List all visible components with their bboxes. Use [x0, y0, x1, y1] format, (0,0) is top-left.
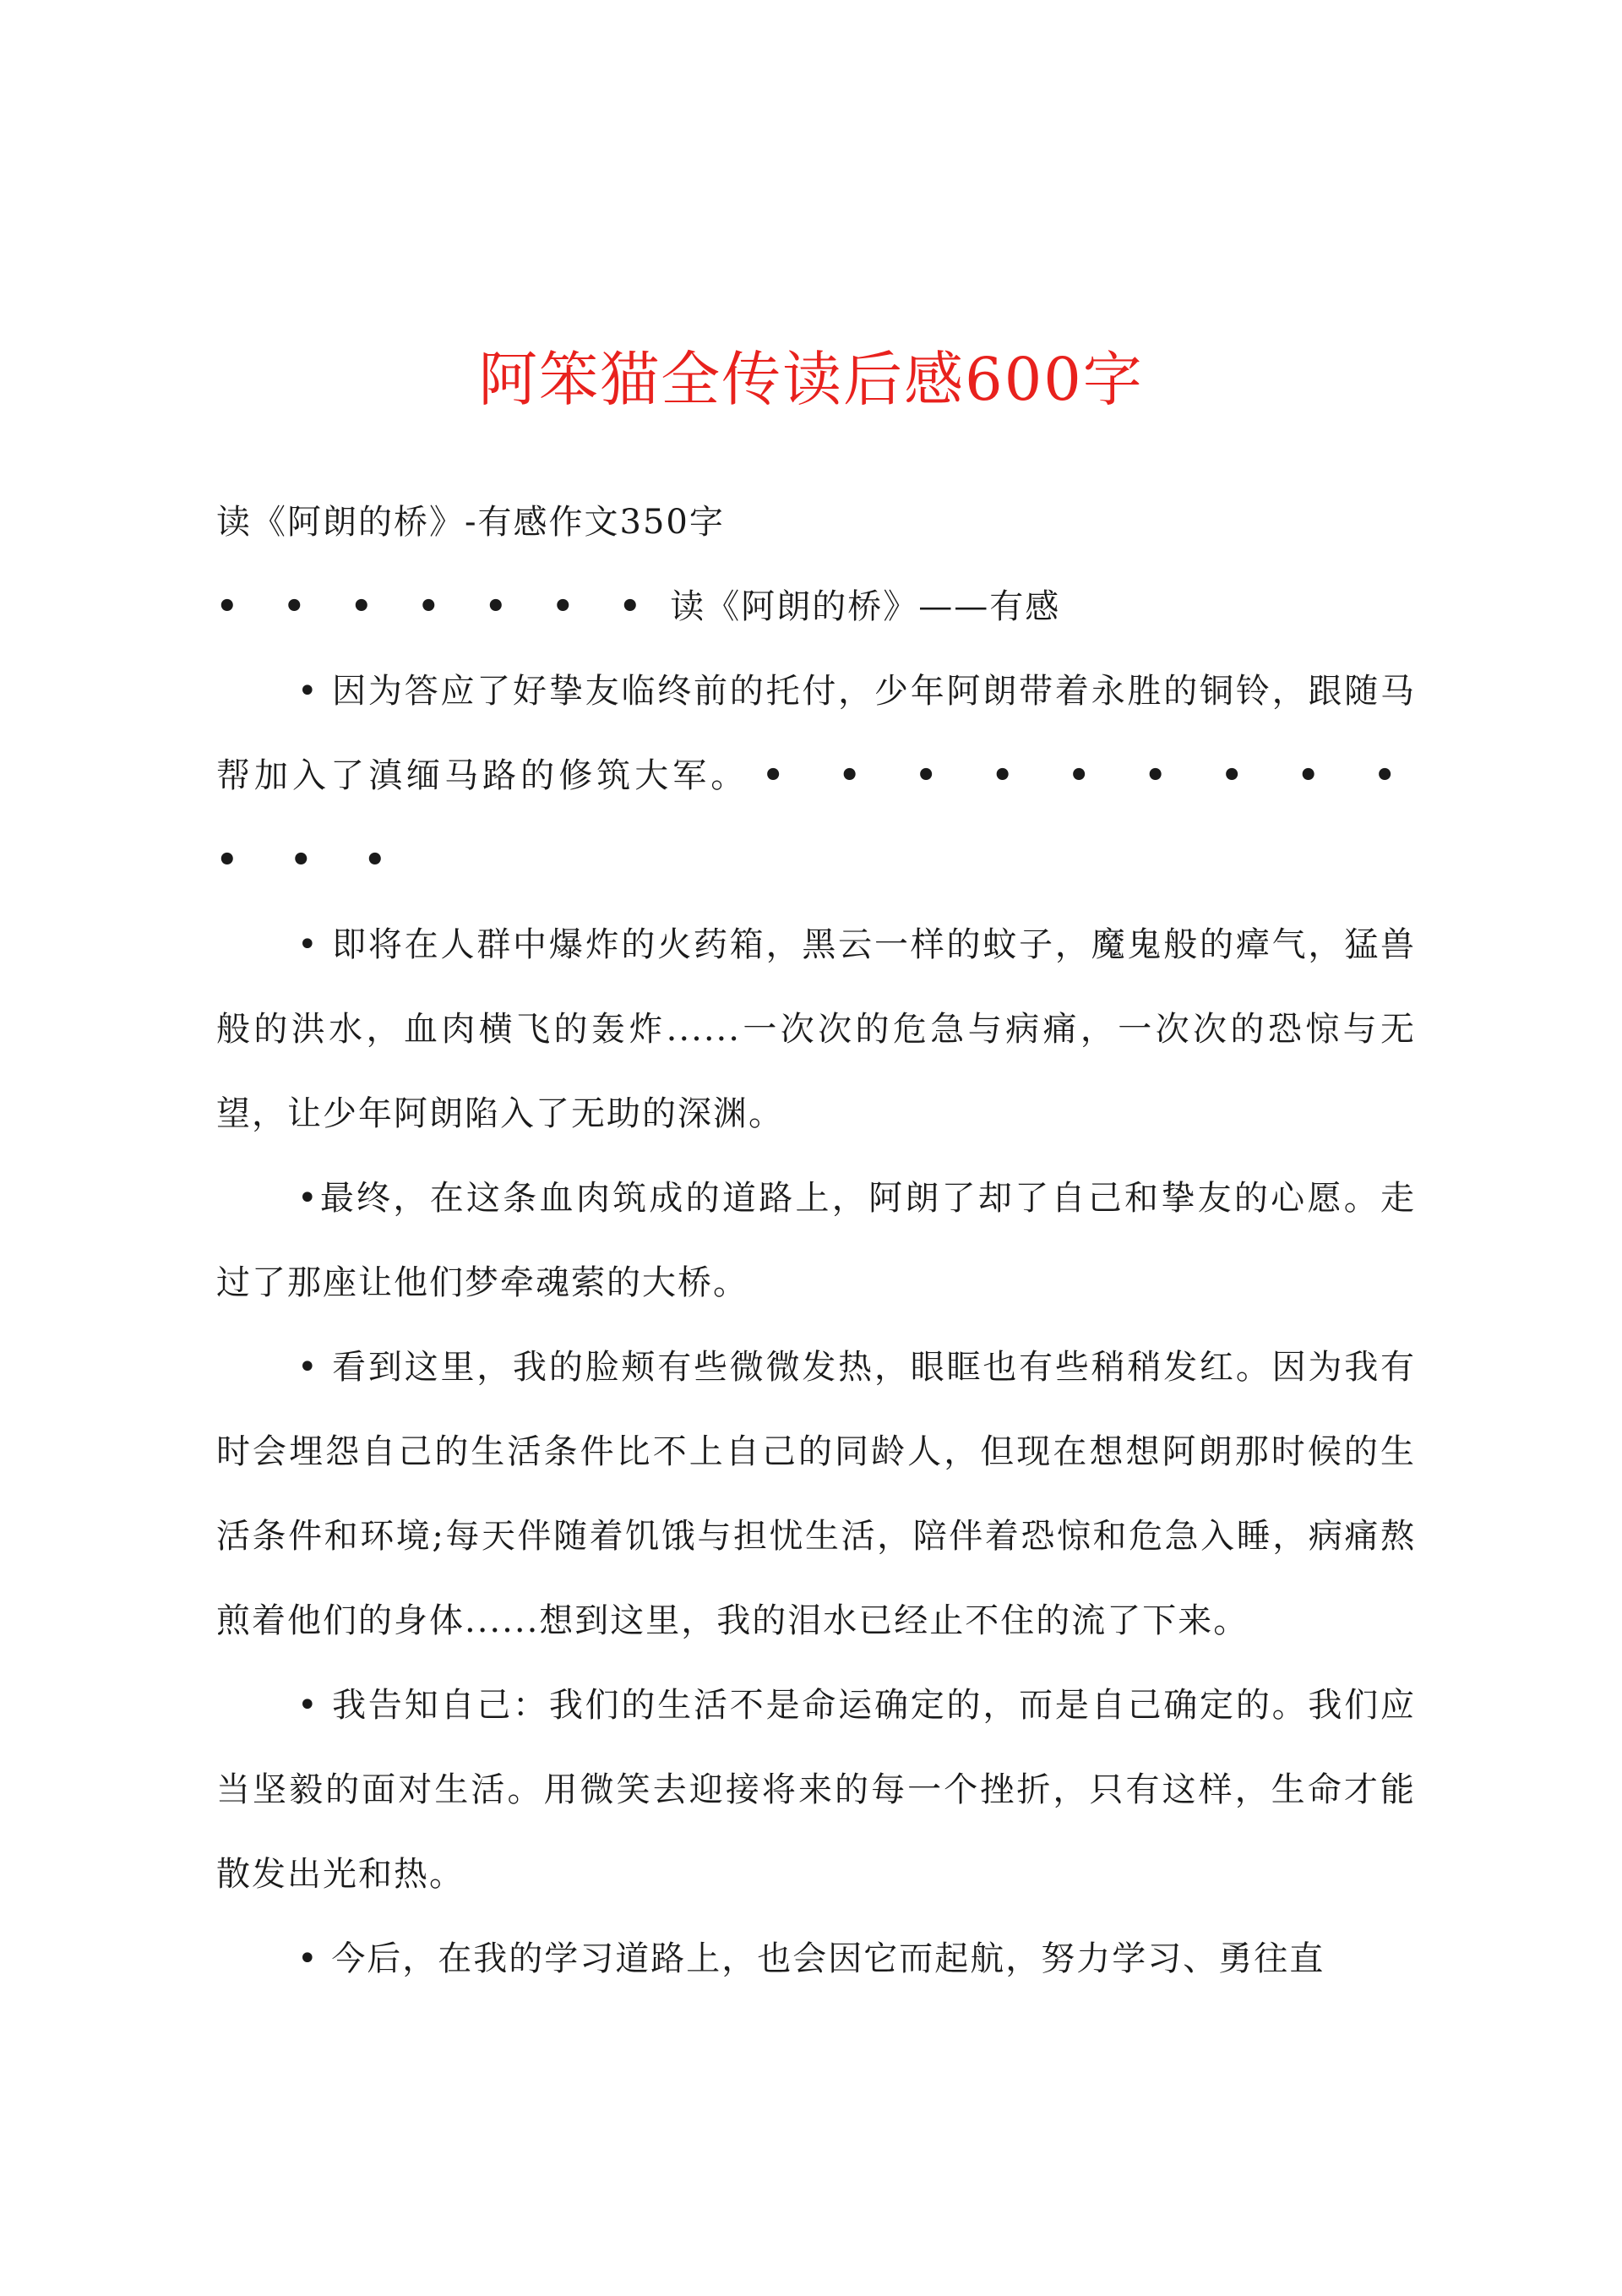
paragraph-bullet: •	[297, 1179, 319, 1218]
paragraph-text: 看到这里，我的脸颊有些微微发热，眼眶也有些稍稍发红。因为我有时会埋怨自己的生活条件比不上自己的同龄人，但现在想想阿朗那时候的生活条件和环境;每天伴随着饥饿与担忧生活，陪伴着恐惊和危急入睡，病痛熬煎着他们的身体......想到这里，我的泪水已经止不住的流了下来。	[216, 1348, 1417, 1640]
dot-heading-row	[216, 564, 1416, 649]
trailing-dots: • • • • • • • • • • • •	[216, 755, 1416, 880]
paragraph-5	[216, 1663, 1416, 1917]
paragraph-bullet: •	[297, 925, 333, 964]
paragraph-bullet: •	[297, 1686, 333, 1725]
paragraph-3	[216, 1156, 1416, 1325]
paragraph-bullet: •	[297, 1348, 333, 1387]
paragraph-4	[216, 1325, 1416, 1663]
document-body	[216, 480, 1416, 2001]
paragraph-6	[216, 1917, 1416, 2001]
paragraph-text: 最终，在这条血肉筑成的道路上，阿朗了却了自己和挚友的心愿。走过了那座让他们梦牵魂萦的大桥。	[216, 1179, 1416, 1302]
document-subtitle: 读《阿朗的桥》-有感作文350字	[216, 503, 725, 542]
paragraph-2	[216, 903, 1416, 1156]
dot-heading-text: 读《阿朗的桥》——有感	[670, 587, 1061, 626]
paragraph-text: 即将在人群中爆炸的火药箱，黑云一样的蚊子，魔鬼般的瘴气，猛兽般的洪水，血肉横飞的轰炸......一次次的危急与病痛，一次次的恐惊与无望，让少年阿朗陷入了无助的深渊。	[216, 925, 1417, 1133]
paragraph-text: 因为答应了好挚友临终前的托付，少年阿朗带着永胜的铜铃，跟随马帮加入了滇缅马路的修筑大军。	[216, 672, 1417, 795]
paragraph-bullet: •	[297, 1939, 332, 1978]
paragraph-text: 今后，在我的学习道路上，也会因它而起航，努力学习、勇往直	[331, 1939, 1325, 1978]
paragraph-bullet: •	[297, 672, 333, 711]
paragraph-1	[216, 649, 1416, 903]
paragraph-text: 我告知自己：我们的生活不是命运确定的，而是自己确定的。我们应当坚毅的面对生活。用微笑去迎接将来的每一个挫折，只有这样，生命才能散发出光和热。	[216, 1686, 1417, 1894]
document-title: 阿笨猫全传读后感600字	[478, 345, 1144, 414]
bullet-dots: • • • • • • •	[216, 586, 658, 626]
